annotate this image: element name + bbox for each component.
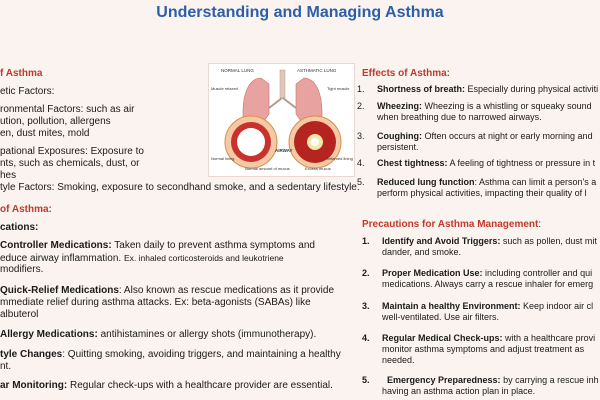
effects-heading: Effects of Asthma:	[362, 68, 450, 79]
effect-item	[377, 84, 598, 95]
precaution-item	[382, 333, 595, 344]
precaution-text: medications. Always carry a rescue inhaler for emerg	[382, 279, 594, 289]
effect-text: Especially during physical activiti	[465, 84, 599, 94]
cause-environmental: en, dust mites, mold	[0, 128, 90, 139]
effects-number: 2.	[357, 101, 365, 111]
precaution-item	[382, 236, 597, 247]
precaution-text: including controller and qui	[482, 268, 593, 278]
monitoring-title: ar Monitoring:	[0, 380, 68, 391]
label-airway: AIRWAY	[275, 148, 293, 153]
quick-text: : Also known as rescue medications as it provide	[118, 285, 335, 296]
regular-monitoring	[0, 380, 333, 392]
precaution-number: 1.	[362, 236, 370, 246]
quick-title: Quick-Relief Medications	[0, 285, 119, 296]
monitoring-text: Regular check-ups with a healthcare provider are essential.	[67, 380, 333, 391]
effect-text: perform physical activities, impacting their quality of l	[377, 188, 587, 198]
allergy-title: Allergy Medications:	[0, 329, 98, 340]
effect-title: Reduced lung function	[377, 177, 475, 187]
precaution-number: 3.	[362, 301, 370, 311]
lifestyle-text: : Quitting smoking, avoiding triggers, and maintaining a healthy	[62, 349, 341, 360]
precautions-colon: :	[538, 219, 542, 230]
precaution-text: Keep indoor air cl	[520, 301, 594, 311]
lung-airway-diagram	[208, 63, 355, 177]
precaution-title: Proper Medication Use:	[382, 268, 483, 278]
effect-text: A feeling of tightness or pressure in t	[447, 158, 596, 168]
precaution-item	[382, 375, 599, 386]
effect-item	[377, 158, 595, 169]
quick-text: mmediate relief during asthma attacks. Ex: beta-agonists (SABAs) like	[0, 297, 311, 308]
precaution-number: 2.	[362, 268, 370, 278]
precaution-text: by carrying a rescue inh	[500, 375, 599, 385]
medications-label: cations:	[0, 222, 39, 233]
effect-title: Coughing:	[377, 131, 422, 141]
precaution-text: well-ventilated. Use air filters.	[382, 312, 500, 322]
label-excess-mucus: Excess mucus	[305, 166, 331, 171]
precaution-title: Regular Medical Check-ups:	[382, 333, 503, 343]
trachea	[280, 70, 285, 98]
management-heading: of Asthma:	[0, 204, 52, 215]
controller-text: educe airway inflammation.	[0, 253, 124, 264]
allergy-text: antihistamines or allergy shots (immunotherapy).	[97, 329, 317, 340]
precaution-title: Maintain a healthy Environment:	[382, 301, 521, 311]
effect-title: Wheezing:	[377, 101, 422, 111]
precaution-title: Emergency Preparedness:	[382, 375, 501, 385]
label-normal-lining: Normal lining	[211, 156, 235, 161]
precaution-number: 5.	[362, 375, 370, 385]
precaution-text: needed.	[382, 355, 415, 365]
asthmatic-airway-lumen	[311, 138, 319, 146]
quick-text: albuterol	[0, 309, 39, 320]
effect-item	[377, 177, 596, 188]
effect-text: Often occurs at night or early morning and	[421, 131, 593, 141]
cause-occupational: hes	[0, 170, 17, 181]
precautions-heading	[362, 219, 541, 231]
precaution-item	[382, 301, 593, 312]
cause-environmental: ution, pollution, allergens	[0, 116, 111, 127]
cause-occupational: pational Exposures: Exposure to	[0, 146, 144, 157]
label-muscle-relaxed: Muscle relaxed	[211, 86, 238, 91]
label-inflamed-lining: Inflamed lining	[327, 156, 353, 161]
cause-genetic: etic Factors:	[0, 86, 55, 97]
controller-title: Controller Medications:	[0, 240, 112, 251]
cause-environmental: ronmental Factors: such as air	[0, 104, 135, 115]
effects-number: 4.	[357, 158, 365, 168]
effect-text: persistent.	[377, 142, 419, 152]
precautions-title: Precautions for Asthma Management	[362, 219, 539, 230]
effects-number: 3.	[357, 131, 365, 141]
precaution-title: Identify and Avoid Triggers:	[382, 236, 501, 246]
label-tight-muscle: Tight muscle	[327, 86, 350, 91]
precaution-item	[382, 268, 592, 279]
effect-item	[377, 101, 592, 112]
effect-text: : Asthma can limit a person's a	[474, 177, 597, 187]
precaution-text: having an asthma action plan in place.	[382, 386, 536, 396]
precaution-text: monitor asthma symptoms and adjust treatment as	[382, 344, 585, 354]
lifestyle-title: tyle Changes	[0, 349, 63, 360]
effect-text: when breathing due to narrowed airways.	[377, 112, 542, 122]
precaution-number: 4.	[362, 333, 370, 343]
effect-text: Wheezing is a whistling or squeaky sound	[422, 101, 592, 111]
effects-number: 1.	[357, 84, 365, 94]
lifestyle-changes	[0, 349, 341, 361]
label-normal-lung: NORMAL LUNG	[221, 68, 254, 73]
label-normal-mucus: Normal amount of mucus	[245, 166, 290, 171]
label-asthmatic-lung: ASTHMATIC LUNG	[297, 68, 337, 73]
controller-example: Ex. inhaled corticosteroids and leukotriene	[123, 253, 284, 263]
cause-occupational: nts, such as chemicals, dust, or	[0, 158, 140, 169]
bronchi	[269, 98, 296, 108]
page-title: Understanding and Managing Asthma	[156, 4, 444, 21]
cause-lifestyle: tyle Factors: Smoking, exposure to secondhand smoke, and a sedentary lifestyle.	[0, 182, 360, 193]
precaution-text: dander, and smoke.	[382, 247, 462, 257]
lifestyle-text: nt.	[0, 361, 12, 372]
effects-number: 5.	[357, 177, 365, 187]
allergy-medications	[0, 329, 316, 341]
controller-text: modifiers.	[0, 264, 44, 275]
precaution-text: such as pollen, dust mit	[500, 236, 597, 246]
controller-text: Taken daily to prevent asthma symptoms and	[111, 240, 315, 251]
quick-relief-medications	[0, 285, 334, 297]
effect-title: Chest tightness:	[377, 158, 448, 168]
effect-item	[377, 131, 593, 142]
precaution-text: with a healthcare provi	[502, 333, 596, 343]
normal-airway-lumen	[237, 128, 265, 156]
controller-medications	[0, 240, 315, 252]
causes-heading: f Asthma	[0, 68, 43, 79]
effect-title: Shortness of breath:	[377, 84, 466, 94]
